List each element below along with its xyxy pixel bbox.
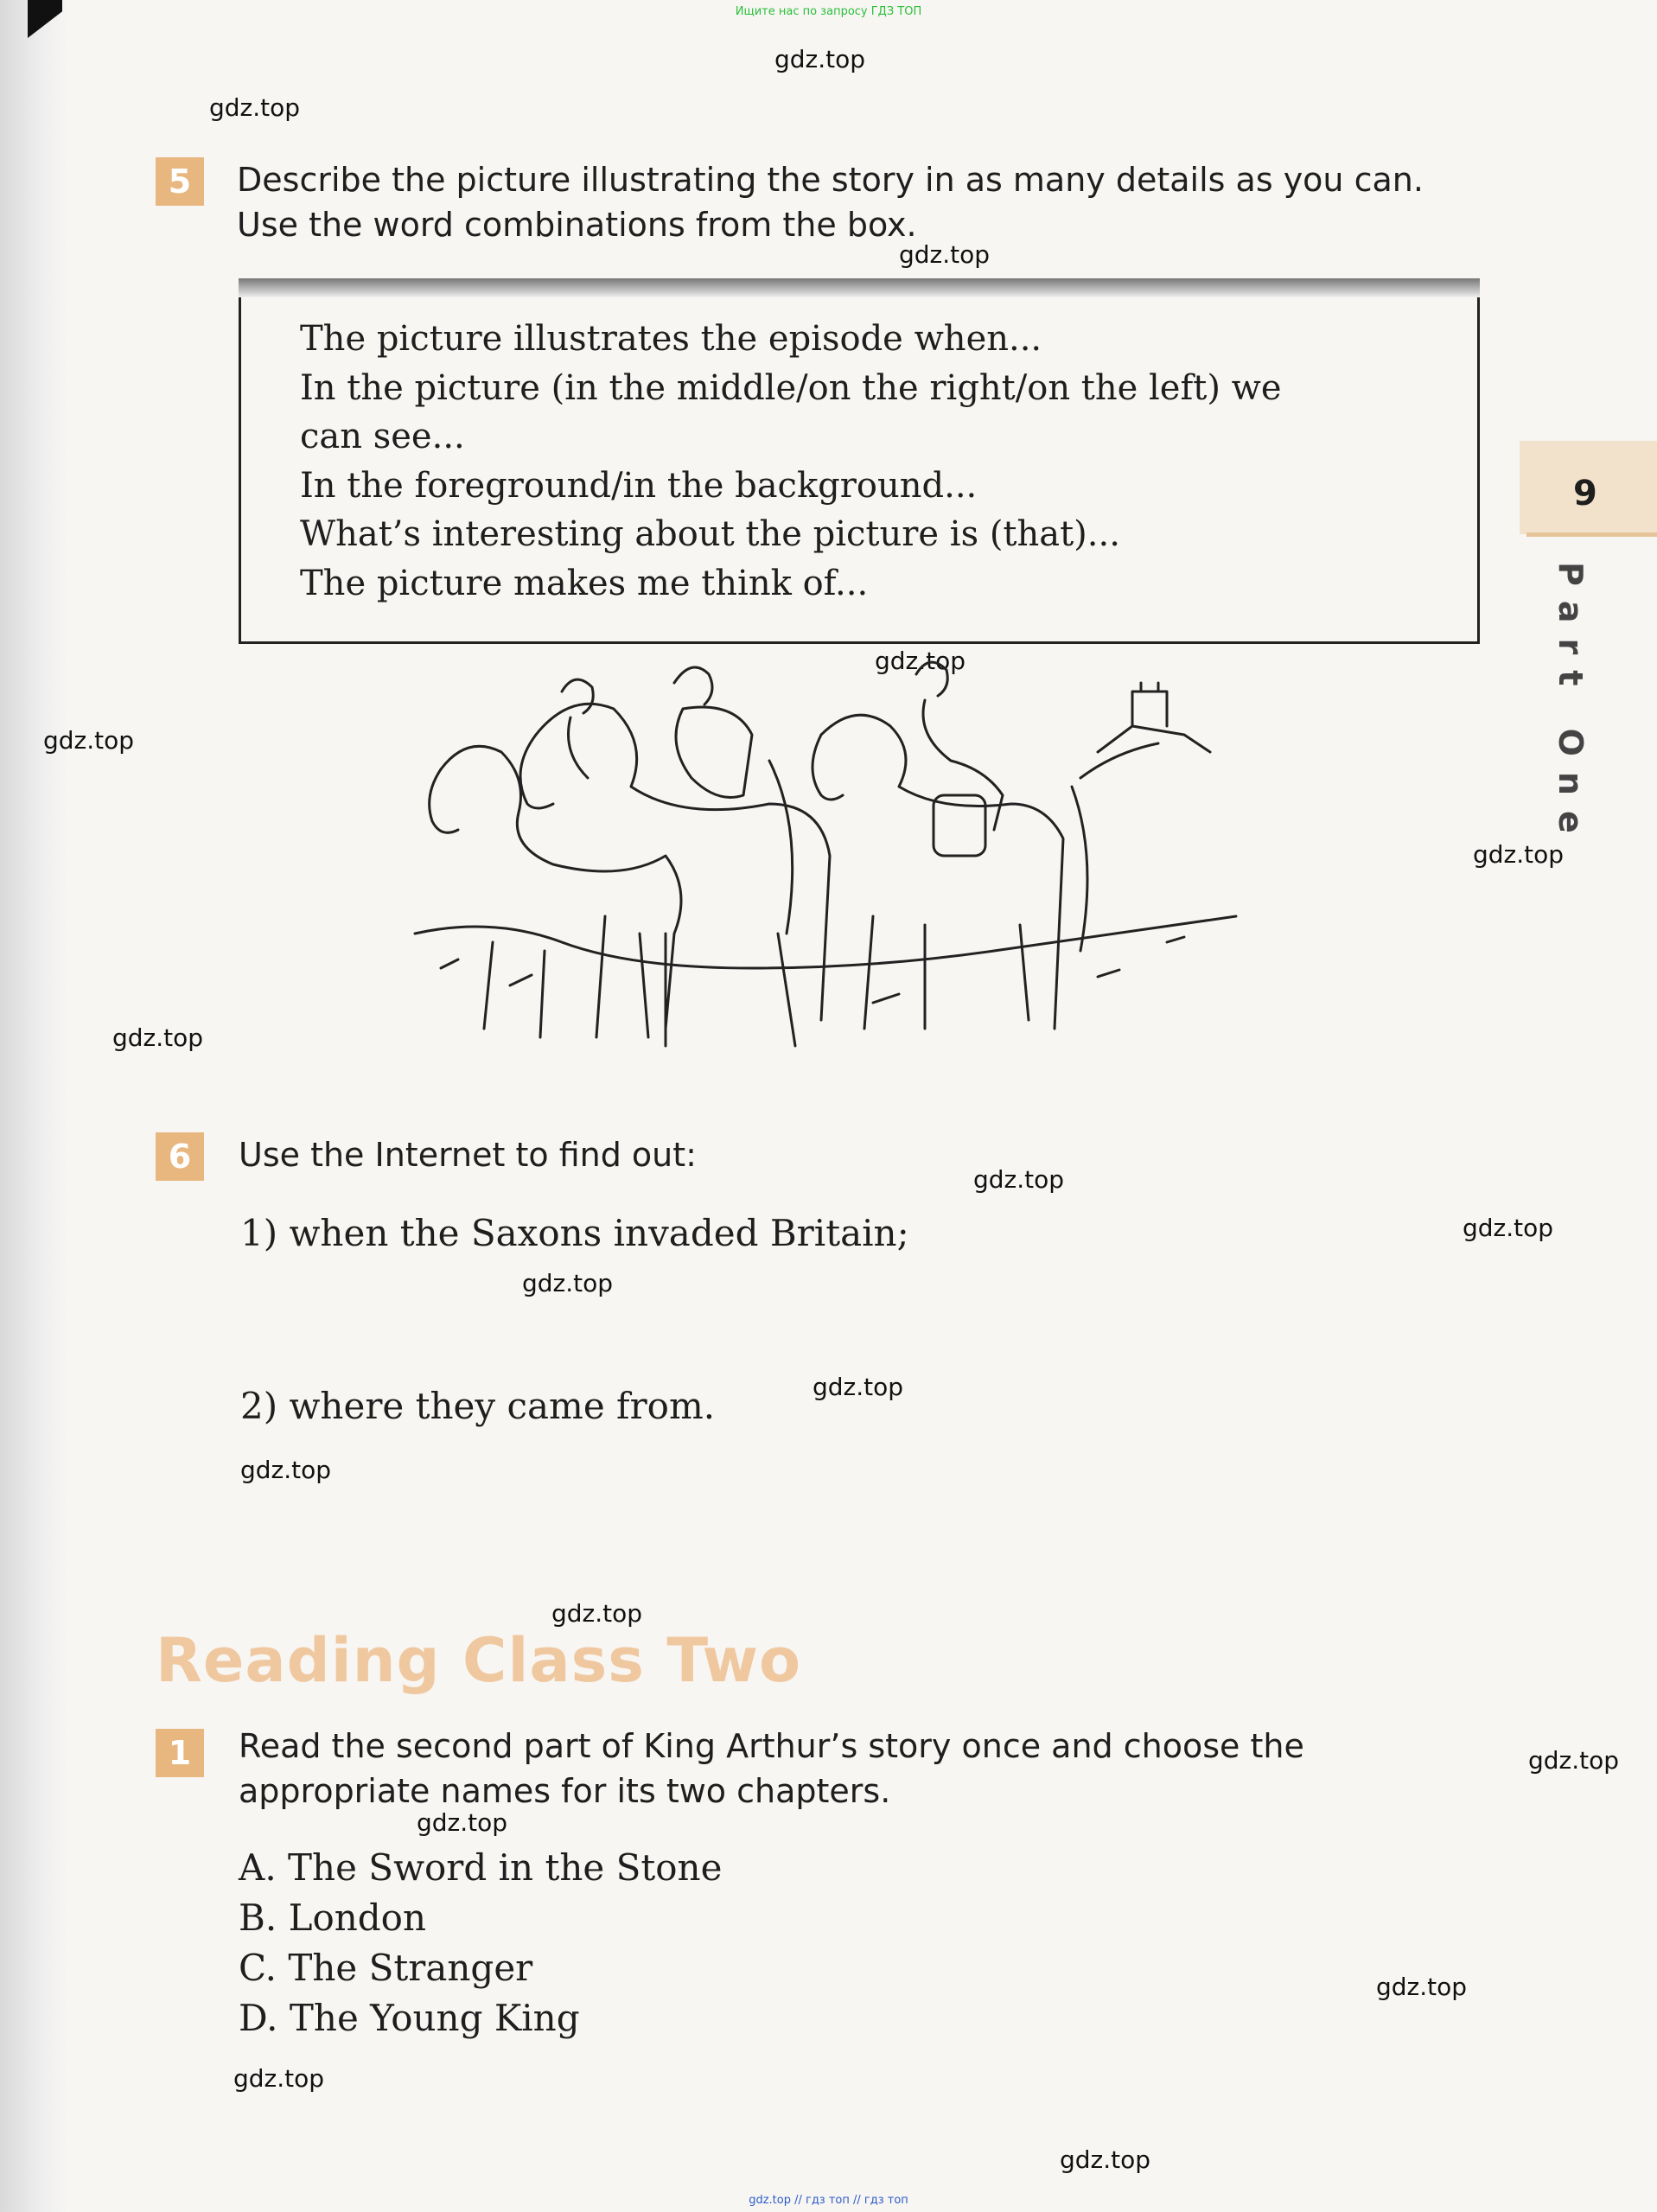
box-line: The picture illustrates the episode when... [300,319,1042,359]
task6-item: 1) when the Saxons invaded Britain; [240,1212,909,1254]
box-line: In the foreground/in the background... [300,465,978,506]
task6-item: 2) where they came from. [240,1385,716,1427]
watermark: gdz.top [43,726,135,755]
riders-illustration [389,657,1253,1072]
watermark: gdz.top [813,1373,904,1401]
chapter-options [239,1843,722,2043]
box-line: The picture makes me think of... [300,563,869,603]
watermark: gdz.top [551,1599,643,1628]
watermark: gdz.top [899,240,991,269]
task1-line-1: Read the second part of King Arthur’s story once and choose the [239,1727,1304,1765]
watermark: gdz.top [233,2064,325,2093]
page-binding-shadow [0,0,69,2212]
watermark: gdz.top [522,1269,614,1297]
page-rule [1526,532,1657,537]
watermark: gdz.top [1473,840,1565,869]
box-line: In the picture (in the middle/on the right/on the left) we [300,367,1282,408]
watermark: gdz.top [1060,2145,1151,2174]
task-number-badge: 1 [156,1729,204,1777]
watermark: gdz.top [209,93,301,122]
box-line: can see... [300,417,465,456]
watermark: gdz.top [417,1808,508,1837]
watermark: gdz.top [1528,1746,1620,1775]
part-label: Part One [1552,562,1590,849]
watermark: gdz.top [973,1165,1065,1194]
option-item: B. London [239,1896,427,1939]
task5-line-2: Use the word combinations from the box. [237,206,917,244]
page-number: 9 [1573,474,1597,513]
watermark: gdz.top [240,1456,332,1484]
box-line: What’s interesting about the picture is (that)... [300,514,1120,554]
word-combinations-box [239,278,1480,644]
task5-line-1: Describe the picture illustrating the story in as many details as you can. [237,161,1424,199]
task-number-badge: 5 [156,157,204,206]
watermark: gdz.top [1376,1973,1468,2001]
box-top-bar [239,278,1480,297]
task1-line-2: appropriate names for its two chapters. [239,1772,891,1810]
task5-instructions [237,157,1424,247]
option-item: D. The Young King [239,1997,580,2039]
watermark: gdz.top [875,647,966,675]
option-item: A. The Sword in the Stone [239,1846,723,1889]
top-note: Ищите нас по запросу ГДЗ ТОП [735,5,922,18]
task-number-badge: 6 [156,1132,204,1181]
watermark: gdz.top [774,45,866,73]
task1-instructions [239,1724,1304,1814]
option-item: C. The Stranger [239,1947,533,1989]
bottom-note: gdz.top // гдз топ // гдз топ [749,2194,908,2207]
watermark: gdz.top [1463,1214,1554,1242]
task6-instructions: Use the Internet to find out: [239,1136,697,1174]
section-heading: Reading Class Two [156,1625,802,1696]
watermark: gdz.top [112,1023,204,1052]
